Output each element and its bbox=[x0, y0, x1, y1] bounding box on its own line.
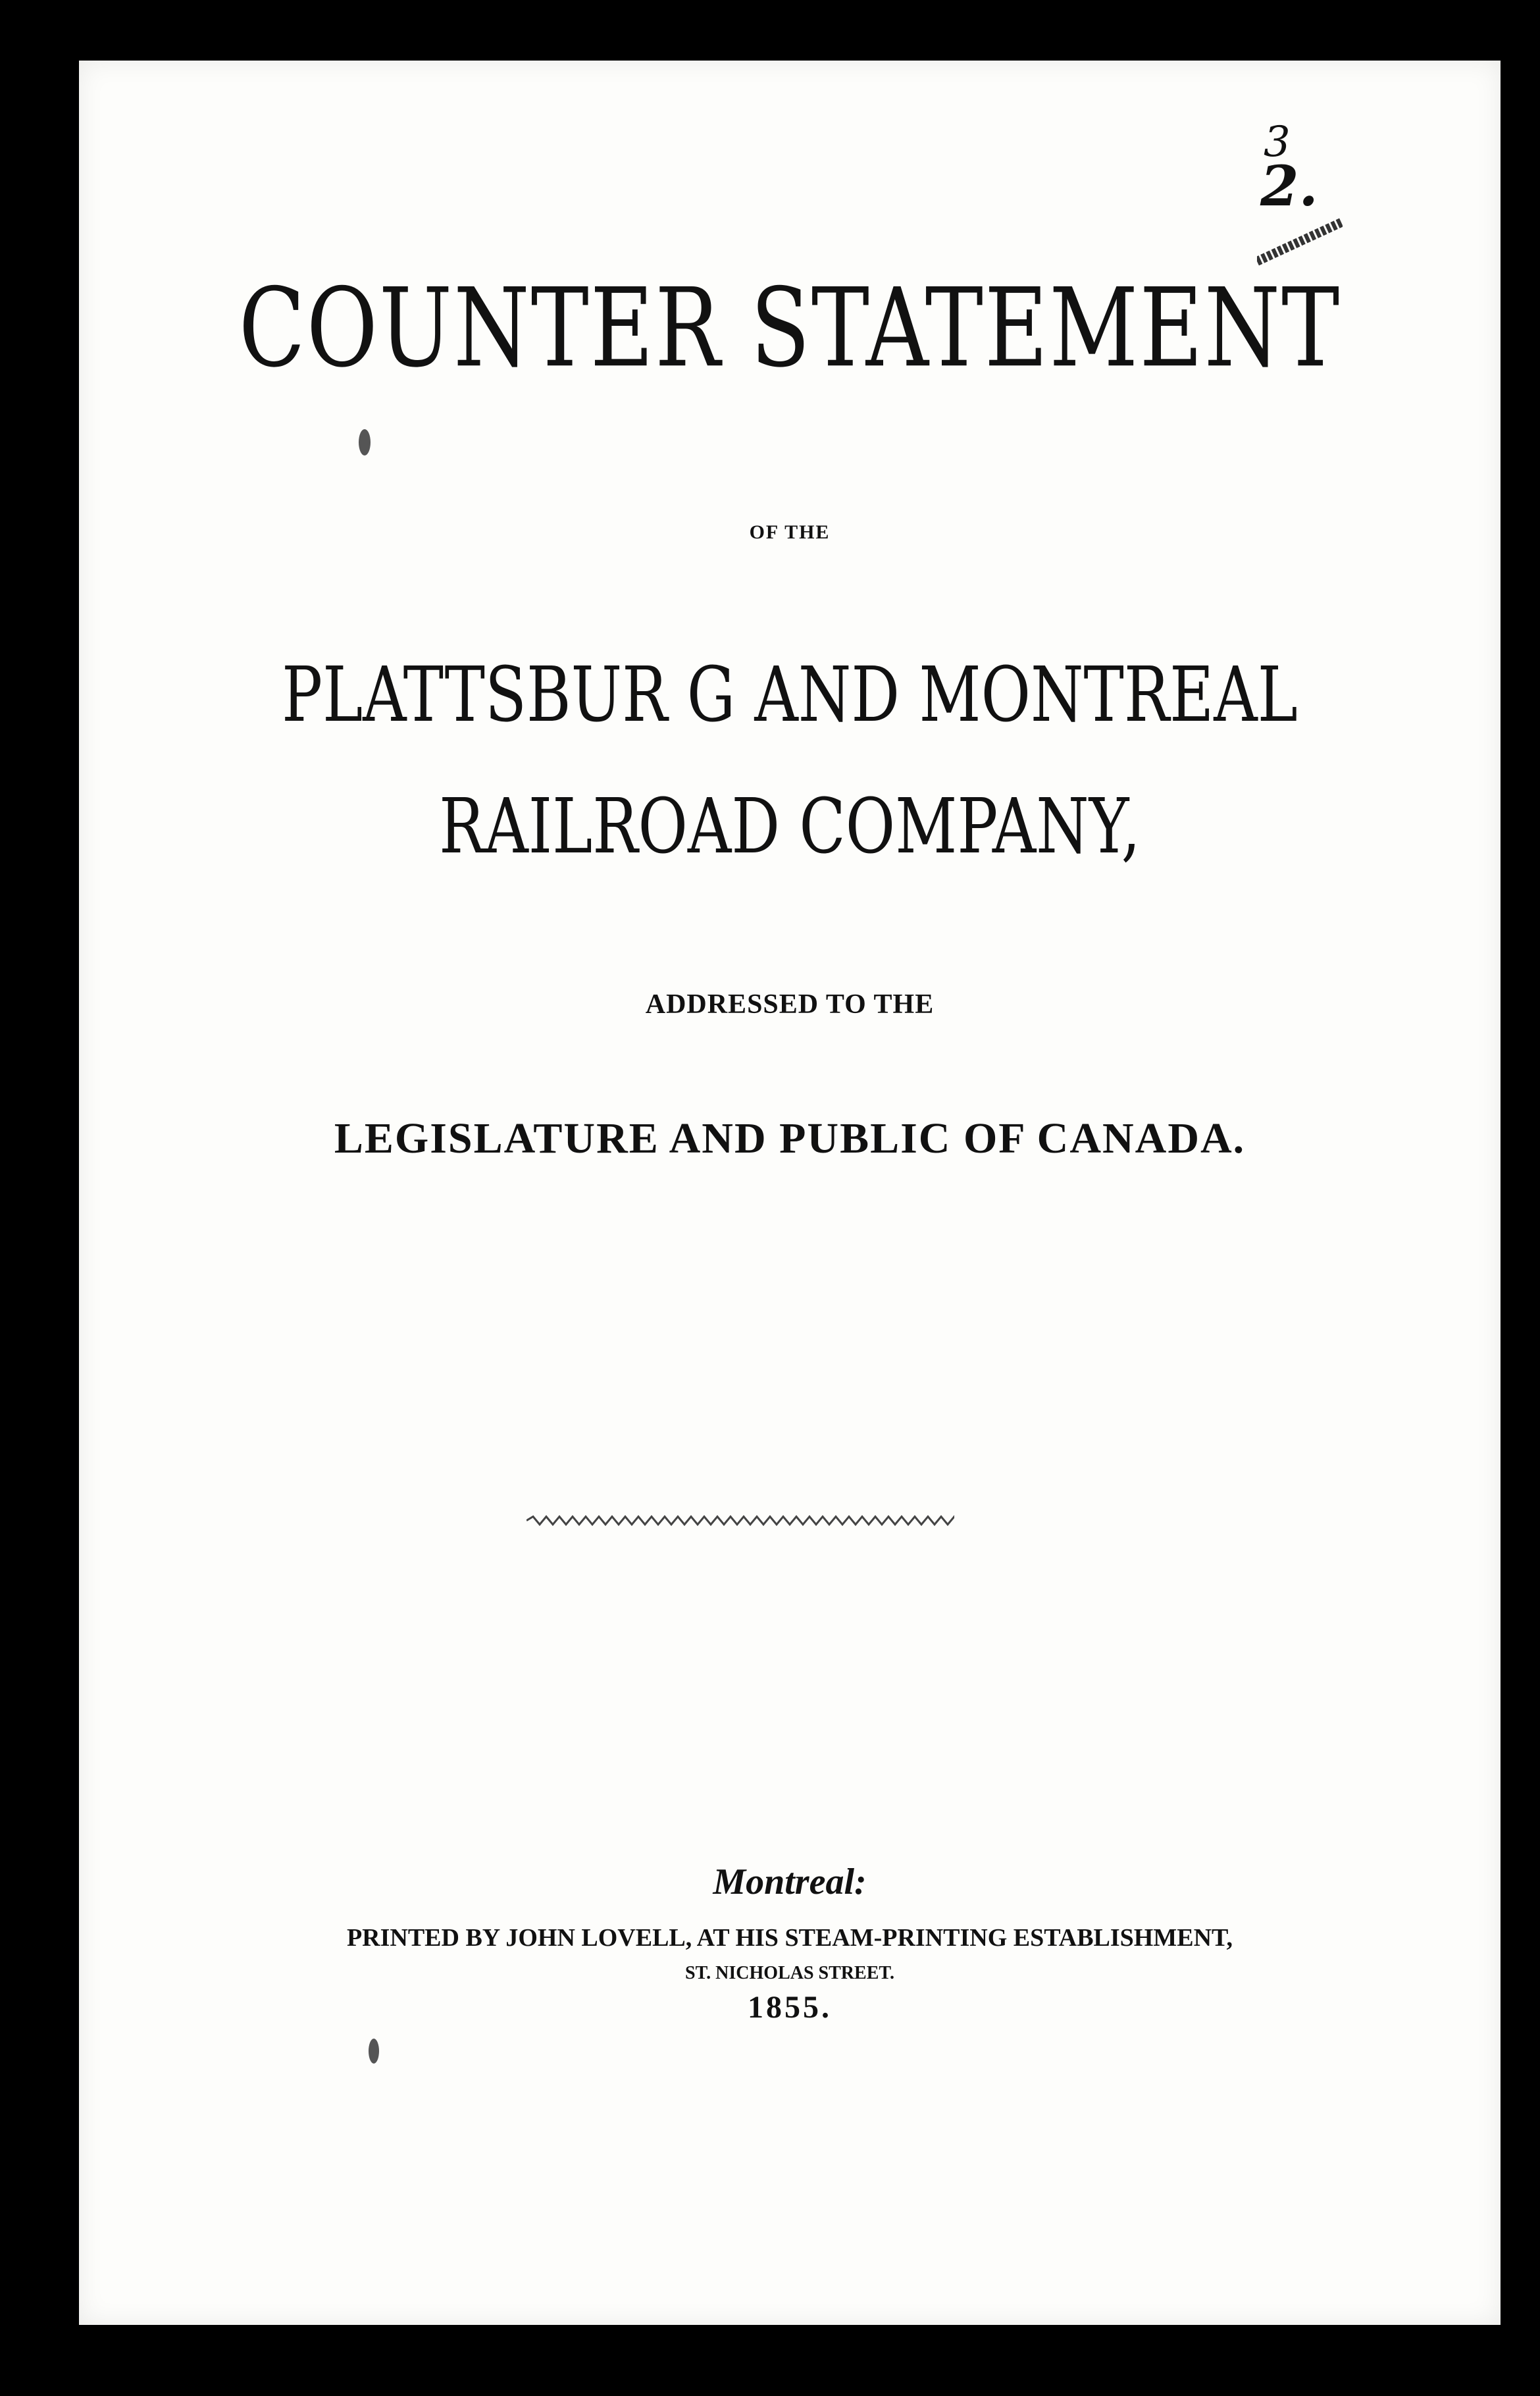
document-page bbox=[79, 61, 1501, 2325]
imprint-city: Montreal: bbox=[713, 1862, 867, 1902]
title: COUNTER STATEMENT bbox=[238, 265, 1341, 392]
ink-smudge bbox=[369, 2039, 379, 2064]
ink-smudge bbox=[359, 429, 371, 456]
ornamental-divider bbox=[526, 1514, 954, 1527]
addressed-text: ADDRESSED TO THE bbox=[645, 989, 935, 1020]
printer-statement: PRINTED BY JOHN LOVELL, AT HIS STEAM-PRINTING ESTABLISHMENT, bbox=[346, 1924, 1233, 1952]
recipient-text: LEGISLATURE AND PUBLIC OF CANADA. bbox=[334, 1114, 1246, 1162]
pencil-stroke bbox=[1257, 222, 1343, 261]
shelf-mark-bottom: 2. bbox=[1260, 153, 1318, 219]
shelf-mark-top: 3 bbox=[1264, 118, 1291, 167]
printer-street: ST. NICHOLAS STREET. bbox=[685, 1963, 894, 1983]
company-name-line-2: RAILROAD COMPANY, bbox=[439, 782, 1141, 871]
company-name-line-1: PLATTSBUR G AND MONTREAL bbox=[282, 650, 1298, 739]
of-the-text: OF THE bbox=[749, 521, 831, 543]
publication-year: 1855. bbox=[748, 1990, 832, 2025]
handwritten-shelf-mark bbox=[1257, 110, 1343, 274]
